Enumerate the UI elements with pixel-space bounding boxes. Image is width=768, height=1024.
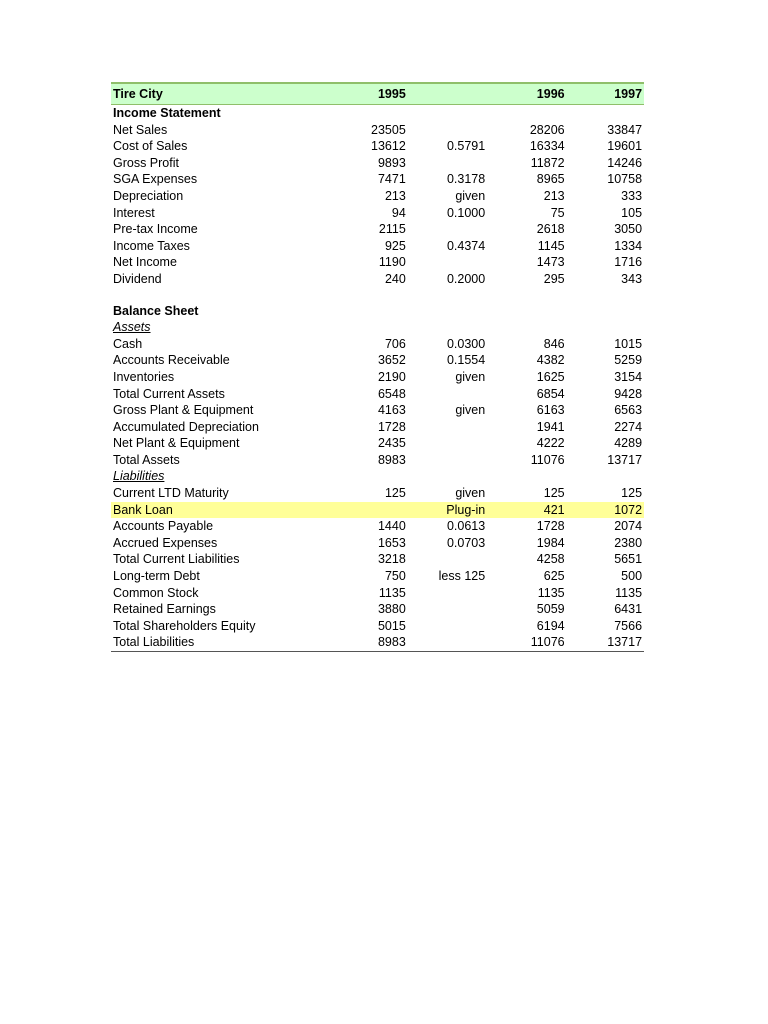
table-title: Tire City bbox=[113, 87, 163, 101]
cell-ratio: 0.0703 bbox=[446, 535, 486, 550]
cell-1996: 6194 bbox=[536, 618, 565, 633]
row-label: Total Current Assets bbox=[113, 386, 225, 401]
cell-ratio bbox=[406, 122, 485, 139]
cell-ratio: given bbox=[455, 369, 486, 384]
cell-1995: 2190 bbox=[377, 369, 406, 384]
table-row bbox=[111, 188, 644, 205]
row-label: Accrued Expenses bbox=[113, 535, 218, 550]
row-label: Accounts Payable bbox=[113, 519, 214, 534]
cell-1995: 9893 bbox=[377, 155, 406, 170]
cell-1997: 2274 bbox=[614, 419, 643, 434]
cell-ratio bbox=[406, 386, 485, 403]
row-label: Common Stock bbox=[113, 585, 199, 600]
cell-ratio: less 125 bbox=[438, 569, 486, 584]
column-header-ratio bbox=[406, 84, 485, 104]
cell-ratio: 0.4374 bbox=[446, 238, 486, 253]
cell-1996: 75 bbox=[550, 205, 565, 220]
cell-1995: 8983 bbox=[377, 452, 406, 467]
cell-ratio bbox=[406, 155, 485, 172]
cell-1997: 14246 bbox=[607, 155, 643, 170]
cell-1995: 3218 bbox=[377, 552, 406, 567]
cell-1996: 4258 bbox=[536, 552, 565, 567]
cell-1995: 1440 bbox=[377, 519, 406, 534]
cell-1996: 1625 bbox=[536, 369, 565, 384]
cell-ratio bbox=[406, 419, 485, 436]
cell-1996: 5059 bbox=[536, 602, 565, 617]
cell-1997: 2074 bbox=[614, 519, 643, 534]
row-label: Pre-tax Income bbox=[113, 222, 198, 237]
table-row bbox=[111, 205, 644, 222]
row-label: Inventories bbox=[113, 369, 175, 384]
table-row bbox=[111, 271, 644, 288]
cell-1996: 213 bbox=[543, 188, 565, 203]
cell-1996: 11076 bbox=[530, 452, 565, 467]
table-row bbox=[111, 452, 644, 469]
cell-1997: 3050 bbox=[614, 222, 643, 237]
spreadsheet-table bbox=[111, 82, 644, 652]
column-header-1995: 1995 bbox=[377, 87, 406, 101]
income-statement-heading: Income Statement bbox=[113, 106, 221, 120]
row-label: Accumulated Depreciation bbox=[113, 419, 259, 434]
row-label: Net Income bbox=[113, 255, 177, 270]
header-row bbox=[111, 84, 644, 105]
row-label: Total Current Liabilities bbox=[113, 552, 240, 567]
table-row bbox=[111, 155, 644, 172]
cell-ratio bbox=[406, 618, 485, 635]
row-label: Dividend bbox=[113, 271, 162, 286]
row-label: Gross Profit bbox=[113, 155, 179, 170]
table-row bbox=[111, 502, 644, 519]
cell-1996: 125 bbox=[543, 486, 565, 501]
cell-ratio bbox=[406, 221, 485, 238]
cell-ratio bbox=[406, 254, 485, 271]
row-label: Net Sales bbox=[113, 122, 168, 137]
cell-1997: 13717 bbox=[607, 635, 643, 650]
cell-1995: 23505 bbox=[371, 122, 406, 137]
table-row bbox=[111, 402, 644, 419]
cell-1996: 421 bbox=[543, 502, 565, 517]
cell-1997: 5651 bbox=[614, 552, 643, 567]
cell-ratio: given bbox=[455, 188, 486, 203]
cell-1997: 6431 bbox=[614, 602, 643, 617]
cell-1997: 10758 bbox=[607, 172, 643, 187]
table-row bbox=[111, 369, 644, 386]
column-header-1996: 1996 bbox=[536, 87, 565, 101]
table-row bbox=[111, 171, 644, 188]
cell-1995: 925 bbox=[384, 238, 406, 253]
row-label: Gross Plant & Equipment bbox=[113, 403, 254, 418]
cell-ratio bbox=[406, 634, 485, 651]
cell-1995: 94 bbox=[391, 205, 406, 220]
cell-1995: 5015 bbox=[377, 618, 406, 633]
cell-1996: 625 bbox=[543, 569, 565, 584]
cell-1995: 8983 bbox=[377, 635, 406, 650]
row-label: Retained Earnings bbox=[113, 602, 216, 617]
cell-1995: 2435 bbox=[377, 436, 406, 451]
cell-ratio bbox=[406, 601, 485, 618]
assets-heading-row bbox=[111, 319, 644, 336]
cell-1997: 5259 bbox=[614, 353, 643, 368]
cell-1996: 4382 bbox=[536, 353, 565, 368]
cell-1997: 1135 bbox=[615, 585, 643, 600]
cell-1996: 6163 bbox=[536, 403, 565, 418]
cell-ratio bbox=[406, 452, 485, 469]
cell-1996: 2618 bbox=[536, 222, 565, 237]
cell-1995: 125 bbox=[384, 486, 406, 501]
cell-1995 bbox=[316, 502, 405, 519]
row-label: Net Plant & Equipment bbox=[113, 436, 240, 451]
cell-ratio: 0.0300 bbox=[446, 336, 486, 351]
row-label: Current LTD Maturity bbox=[113, 486, 229, 501]
cell-1995: 706 bbox=[384, 336, 406, 351]
cell-ratio: 0.1000 bbox=[446, 205, 486, 220]
assets-heading: Assets bbox=[113, 320, 151, 335]
table-row bbox=[111, 535, 644, 552]
cell-1996: 846 bbox=[543, 336, 565, 351]
liabilities-heading: Liabilities bbox=[113, 469, 165, 484]
cell-1995: 213 bbox=[384, 188, 406, 203]
cell-1997: 13717 bbox=[607, 452, 643, 467]
row-label: Cost of Sales bbox=[113, 139, 188, 154]
table-row bbox=[111, 419, 644, 436]
table-row bbox=[111, 485, 644, 502]
table-row bbox=[111, 336, 644, 353]
cell-1996: 1145 bbox=[537, 238, 565, 253]
cell-ratio bbox=[406, 551, 485, 568]
cell-1995: 3880 bbox=[377, 602, 406, 617]
row-label: Depreciation bbox=[113, 188, 184, 203]
income-statement-heading-row bbox=[111, 105, 644, 122]
cell-1996: 8965 bbox=[536, 172, 565, 187]
cell-1995: 2115 bbox=[378, 222, 406, 237]
table-row bbox=[111, 618, 644, 635]
cell-1997: 1015 bbox=[614, 336, 643, 351]
row-label: Cash bbox=[113, 336, 143, 351]
cell-1995: 3652 bbox=[377, 353, 406, 368]
cell-1997: 125 bbox=[621, 486, 643, 501]
cell-1997: 7566 bbox=[614, 618, 643, 633]
cell-ratio bbox=[406, 435, 485, 452]
row-label: Total Liabilities bbox=[113, 635, 195, 650]
cell-ratio: 0.1554 bbox=[446, 353, 486, 368]
table-row bbox=[111, 518, 644, 535]
cell-1995: 1653 bbox=[377, 535, 406, 550]
cell-1997: 343 bbox=[621, 271, 643, 286]
table-row bbox=[111, 254, 644, 271]
row-label: Interest bbox=[113, 205, 155, 220]
table-row bbox=[111, 634, 644, 652]
cell-1996: 11872 bbox=[530, 155, 565, 170]
table-row bbox=[111, 122, 644, 139]
row-label: Bank Loan bbox=[113, 502, 173, 517]
cell-1996: 1473 bbox=[536, 255, 565, 270]
cell-1997: 1334 bbox=[614, 238, 643, 253]
cell-ratio: given bbox=[455, 403, 486, 418]
cell-ratio: 0.3178 bbox=[446, 172, 486, 187]
cell-1997: 3154 bbox=[614, 369, 643, 384]
cell-1995: 4163 bbox=[377, 403, 406, 418]
table-row bbox=[111, 221, 644, 238]
table-row bbox=[111, 386, 644, 403]
cell-1995: 1190 bbox=[378, 255, 406, 270]
cell-1996: 28206 bbox=[529, 122, 565, 137]
cell-1995: 1135 bbox=[378, 585, 406, 600]
cell-ratio: 0.5791 bbox=[446, 139, 486, 154]
cell-1997: 9428 bbox=[614, 386, 643, 401]
cell-1996: 11076 bbox=[530, 635, 565, 650]
column-header-1997: 1997 bbox=[614, 87, 643, 101]
cell-1995: 1728 bbox=[377, 419, 406, 434]
cell-1996: 6854 bbox=[536, 386, 565, 401]
asset-rows bbox=[111, 336, 644, 469]
row-label: Total Assets bbox=[113, 452, 180, 467]
cell-ratio: Plug-in bbox=[446, 502, 486, 517]
cell-ratio: 0.0613 bbox=[446, 519, 486, 534]
table-row bbox=[111, 601, 644, 618]
cell-1997: 6563 bbox=[614, 403, 643, 418]
cell-1995: 7471 bbox=[377, 172, 406, 187]
income-statement-rows bbox=[111, 122, 644, 288]
cell-1995: 750 bbox=[384, 569, 406, 584]
cell-1997: 2380 bbox=[614, 535, 643, 550]
table-row bbox=[111, 138, 644, 155]
cell-1997: 4289 bbox=[614, 436, 643, 451]
table-row bbox=[111, 352, 644, 369]
cell-1996: 1135 bbox=[537, 585, 565, 600]
cell-1996: 1984 bbox=[536, 535, 565, 550]
cell-ratio: 0.2000 bbox=[446, 271, 486, 286]
cell-1995: 13612 bbox=[371, 139, 406, 154]
row-label: Accounts Receivable bbox=[113, 353, 230, 368]
cell-1997: 1072 bbox=[614, 502, 643, 517]
cell-1997: 500 bbox=[621, 569, 643, 584]
cell-1997: 333 bbox=[621, 188, 643, 203]
cell-1995: 240 bbox=[384, 271, 406, 286]
row-label: Total Shareholders Equity bbox=[113, 618, 256, 633]
row-label: Income Taxes bbox=[113, 238, 190, 253]
row-label: SGA Expenses bbox=[113, 172, 198, 187]
cell-1996: 295 bbox=[543, 271, 565, 286]
table-row bbox=[111, 238, 644, 255]
cell-1996: 1941 bbox=[536, 419, 565, 434]
table-row bbox=[111, 568, 644, 585]
table-row bbox=[111, 551, 644, 568]
cell-1996: 4222 bbox=[536, 436, 565, 451]
cell-ratio bbox=[406, 585, 485, 602]
cell-ratio: given bbox=[455, 486, 486, 501]
table-row bbox=[111, 435, 644, 452]
cell-1997: 1716 bbox=[614, 255, 643, 270]
cell-1995: 6548 bbox=[377, 386, 406, 401]
liability-rows bbox=[111, 485, 644, 652]
cell-1996: 1728 bbox=[536, 519, 565, 534]
row-label: Long-term Debt bbox=[113, 569, 200, 584]
balance-sheet-heading-row bbox=[111, 303, 644, 320]
liabilities-heading-row bbox=[111, 468, 644, 485]
table-row bbox=[111, 585, 644, 602]
cell-1997: 19601 bbox=[607, 139, 643, 154]
cell-1997: 33847 bbox=[607, 122, 643, 137]
balance-sheet-heading: Balance Sheet bbox=[113, 303, 199, 318]
cell-1996: 16334 bbox=[529, 139, 565, 154]
cell-1997: 105 bbox=[621, 205, 643, 220]
